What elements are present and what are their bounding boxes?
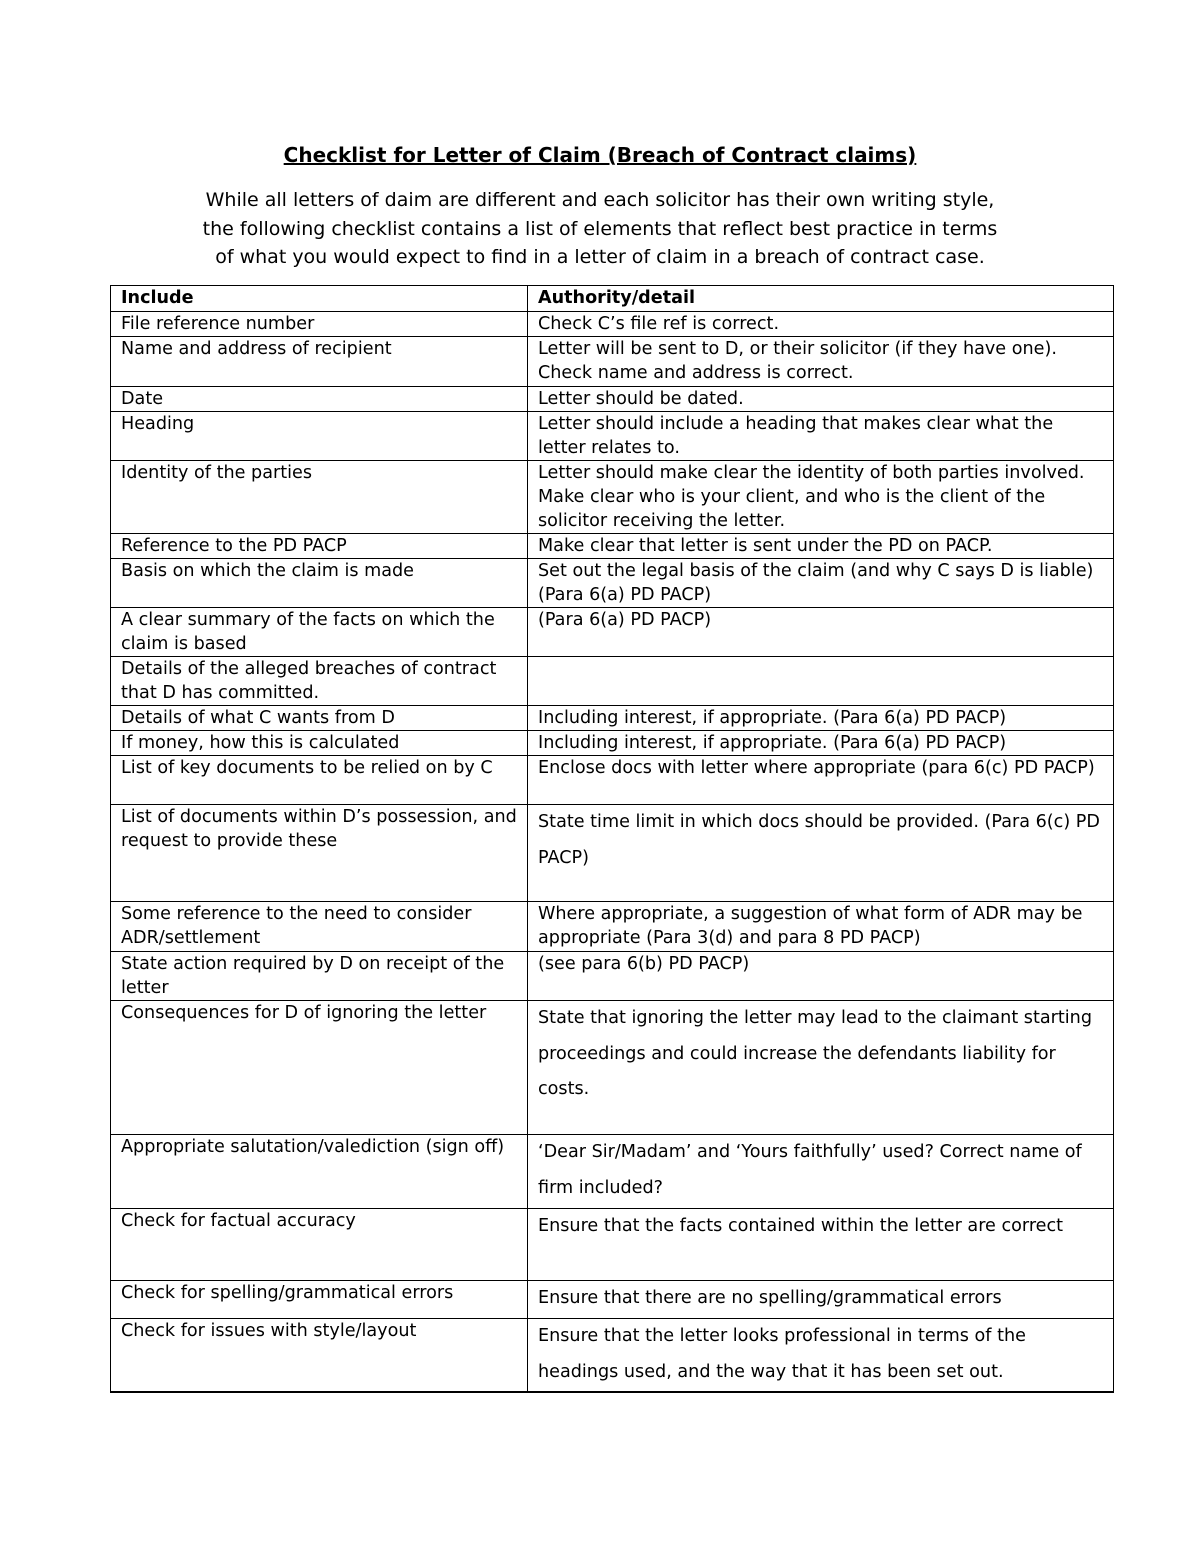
detail-cell: State time limit in which docs should be provided. (Para 6(c) PD PACP) xyxy=(528,805,1114,902)
detail-cell xyxy=(528,657,1114,706)
detail-cell: (see para 6(b) PD PACP) xyxy=(528,952,1114,1001)
include-cell: Identity of the parties xyxy=(111,461,528,534)
detail-cell: Letter should make clear the identity of both parties involved. Make clear who is your client, and who is the client of the solicitor receiving the letter. xyxy=(528,461,1114,534)
include-cell: Some reference to the need to consider ADR/settlement xyxy=(111,902,528,952)
column-header-authority: Authority/detail xyxy=(528,286,1114,312)
include-cell: Details of what C wants from D xyxy=(111,706,528,731)
detail-cell: Check C’s file ref is correct. xyxy=(528,312,1114,337)
include-cell: Date xyxy=(111,387,528,412)
include-cell: State action required by D on receipt of the letter xyxy=(111,952,528,1001)
detail-cell: Including interest, if appropriate. (Para 6(a) PD PACP) xyxy=(528,706,1114,731)
detail-cell: Letter should be dated. xyxy=(528,387,1114,412)
detail-cell: (Para 6(a) PD PACP) xyxy=(528,608,1114,657)
include-cell: Consequences for D of ignoring the letter xyxy=(111,1001,528,1135)
table-row xyxy=(111,461,1114,534)
intro-line: the following checklist contains a list of elements that reflect best practice in terms xyxy=(202,217,998,240)
table-row xyxy=(111,608,1114,657)
include-cell: Basis on which the claim is made xyxy=(111,559,528,608)
table-row xyxy=(111,1001,1114,1135)
include-cell: If money, how this is calculated xyxy=(111,731,528,756)
table-row xyxy=(111,312,1114,337)
table-row xyxy=(111,756,1114,805)
table-row xyxy=(111,1319,1114,1392)
include-cell: Details of the alleged breaches of contract that D has committed. xyxy=(111,657,528,706)
detail-cell: Ensure that there are no spelling/grammatical errors xyxy=(528,1281,1114,1319)
include-cell: Check for issues with style/layout xyxy=(111,1319,528,1392)
checklist-table xyxy=(110,285,1114,1393)
table-header-row xyxy=(111,286,1114,312)
include-cell: Heading xyxy=(111,412,528,461)
include-cell: Check for spelling/grammatical errors xyxy=(111,1281,528,1319)
include-cell: File reference number xyxy=(111,312,528,337)
page-title: Checklist for Letter of Claim (Breach of Contract claims) xyxy=(283,143,917,167)
detail-cell: ‘Dear Sir/Madam’ and ‘Yours faithfully’ used? Correct name of firm included? xyxy=(528,1135,1114,1209)
table-row xyxy=(111,1281,1114,1319)
intro-line: of what you would expect to find in a letter of claim in a breach of contract case. xyxy=(215,246,985,268)
intro-line: While all letters of daim are different and each solicitor has their own writing style, xyxy=(205,189,995,211)
detail-cell: Ensure that the facts contained within the letter are correct xyxy=(528,1209,1114,1281)
detail-cell: Letter will be sent to D, or their solicitor (if they have one). Check name and address is correct. xyxy=(528,337,1114,387)
table-row xyxy=(111,902,1114,952)
include-cell: List of documents within D’s possession, and request to provide these xyxy=(111,805,528,902)
include-cell: Appropriate salutation/valediction (sign off) xyxy=(111,1135,528,1209)
table-row xyxy=(111,412,1114,461)
intro-paragraph xyxy=(100,186,1100,272)
column-header-include: Include xyxy=(111,286,528,312)
detail-cell: Where appropriate, a suggestion of what form of ADR may be appropriate (Para 3(d) and para 8 PD PACP) xyxy=(528,902,1114,952)
detail-cell: Ensure that the letter looks professional in terms of the headings used, and the way that it has been set out. xyxy=(528,1319,1114,1392)
table-row xyxy=(111,1209,1114,1281)
detail-cell: Make clear that letter is sent under the PD on PACP. xyxy=(528,534,1114,559)
include-cell: Reference to the PD PACP xyxy=(111,534,528,559)
detail-cell: Including interest, if appropriate. (Para 6(a) PD PACP) xyxy=(528,731,1114,756)
table-row xyxy=(111,337,1114,387)
detail-cell: Set out the legal basis of the claim (and why C says D is liable) (Para 6(a) PD PACP) xyxy=(528,559,1114,608)
table-row xyxy=(111,805,1114,902)
include-cell: Check for factual accuracy xyxy=(111,1209,528,1281)
detail-cell: Letter should include a heading that makes clear what the letter relates to. xyxy=(528,412,1114,461)
table-row xyxy=(111,952,1114,1001)
table-row xyxy=(111,1135,1114,1209)
include-cell: Name and address of recipient xyxy=(111,337,528,387)
table-row xyxy=(111,731,1114,756)
table-row xyxy=(111,706,1114,731)
table-row xyxy=(111,657,1114,706)
include-cell: List of key documents to be relied on by C xyxy=(111,756,528,805)
detail-cell: State that ignoring the letter may lead to the claimant starting proceedings and could increase the defendants liability for costs. xyxy=(528,1001,1114,1135)
table-row xyxy=(111,387,1114,412)
include-cell: A clear summary of the facts on which the claim is based xyxy=(111,608,528,657)
table-row xyxy=(111,534,1114,559)
detail-cell: Enclose docs with letter where appropriate (para 6(c) PD PACP) xyxy=(528,756,1114,805)
table-row xyxy=(111,559,1114,608)
